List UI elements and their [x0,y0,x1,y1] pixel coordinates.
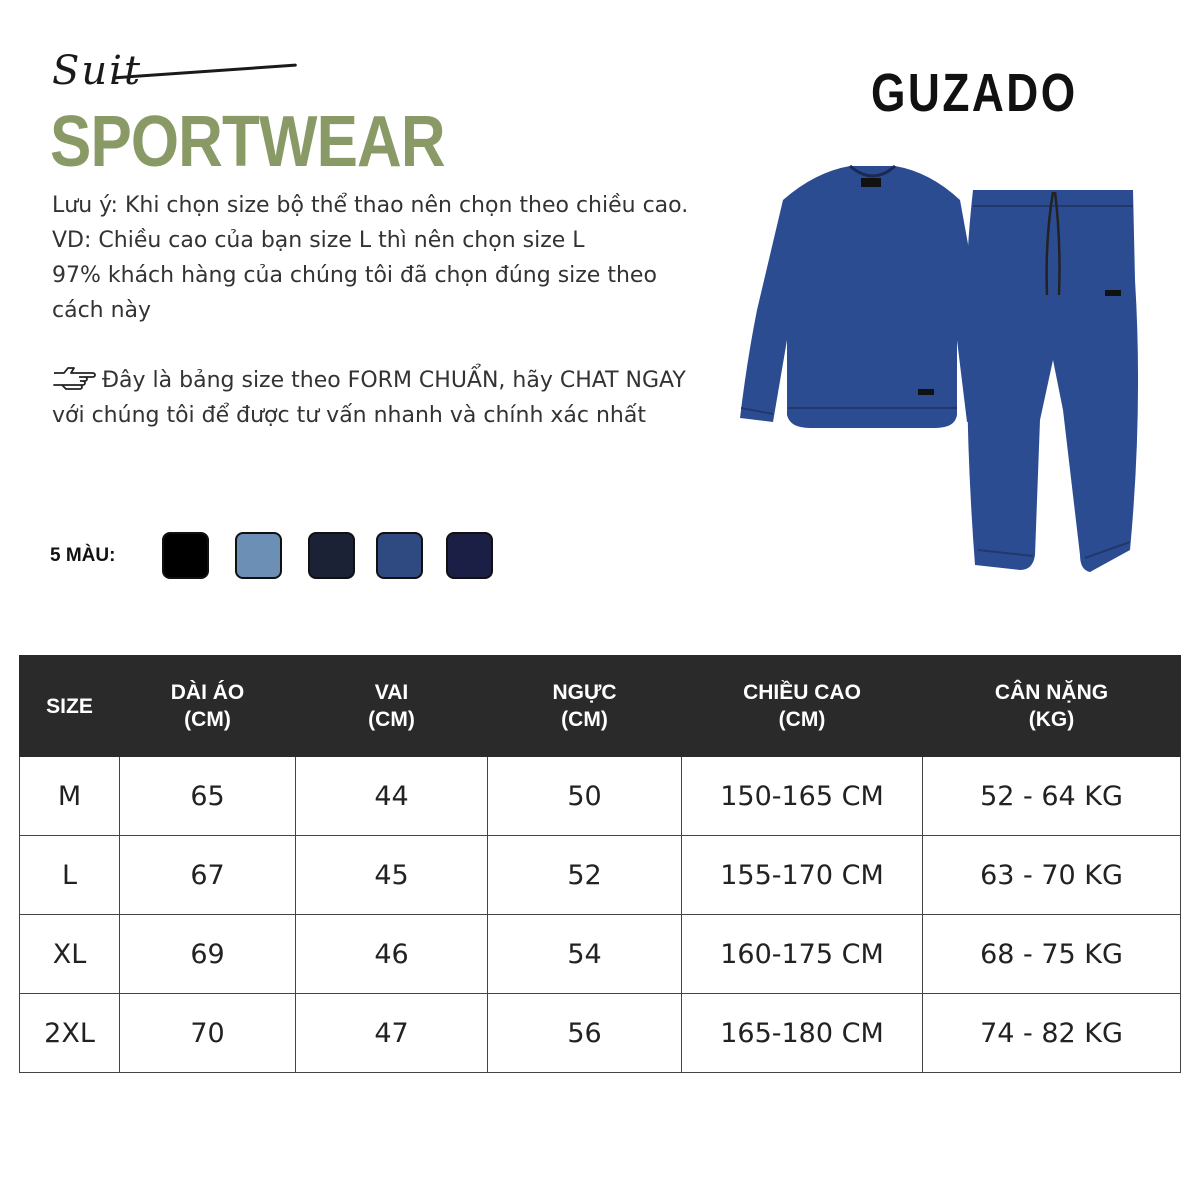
color-swatch-blue[interactable] [376,532,423,579]
column-header [296,656,488,757]
note-line-3: 97% khách hàng của chúng tôi đã chọn đúng size theo cách này [52,263,657,323]
size-note [52,188,702,433]
note-advice [52,363,702,433]
column-header [923,656,1181,757]
table-cell: 150-165 CM [682,757,923,836]
product-image [735,160,1155,580]
table-cell: 69 [120,915,296,994]
table-cell: M [20,757,120,836]
size-table [19,655,1181,1073]
column-header-label: NGỰC [552,681,617,704]
column-header [682,656,923,757]
table-cell: 47 [296,994,488,1073]
color-swatch-black[interactable] [162,532,209,579]
column-header-unit: (CM) [778,708,826,731]
color-swatch-dark-navy[interactable] [308,532,355,579]
pants-image [966,190,1138,572]
table-cell: 52 [488,836,682,915]
note-advice-text: Đây là bảng size theo FORM CHUẨN, hãy CHAT NGAY với chúng tôi để được tư vấn nhanh và chính xác nhất [52,368,686,428]
table-cell: 67 [120,836,296,915]
table-row [20,915,1181,994]
table-row [20,836,1181,915]
script-title [52,48,142,94]
color-swatch-navy[interactable] [446,532,493,579]
table-cell: 50 [488,757,682,836]
table-row [20,757,1181,836]
column-header-unit: (KG) [1028,708,1075,731]
note-line-2: VD: Chiều cao của bạn size L thì nên chọn size L [52,228,585,253]
column-header-label: SIZE [46,694,93,718]
table-cell: L [20,836,120,915]
note-line-1: Lưu ý: Khi chọn size bộ thể thao nên chọn theo chiều cao. [52,193,689,218]
column-header-unit: (CM) [368,708,415,731]
column-header-unit: (CM) [184,708,231,731]
sweatshirt-image [740,166,993,428]
column-header-label: VAI [374,681,409,704]
brand-logo: GUZADO [871,63,1078,123]
column-header-label: DÀI ÁO [170,681,245,704]
table-cell: 44 [296,757,488,836]
table-cell: 46 [296,915,488,994]
table-cell: 65 [120,757,296,836]
column-header-unit: (CM) [561,708,608,731]
column-header-label: CHIỀU CAO [743,681,861,704]
table-cell: 54 [488,915,682,994]
table-cell: 155-170 CM [682,836,923,915]
table-cell: 68 - 75 KG [923,915,1181,994]
table-cell: XL [20,915,120,994]
table-cell: 45 [296,836,488,915]
table-header-row [20,656,1181,757]
color-swatch-light-blue[interactable] [235,532,282,579]
table-cell: 56 [488,994,682,1073]
column-header [488,656,682,757]
table-cell: 74 - 82 KG [923,994,1181,1073]
column-header [20,656,120,757]
table-cell: 2XL [20,994,120,1073]
script-title-text: Suit [52,48,143,94]
colors-label: 5 MÀU: [50,545,116,566]
table-cell: 52 - 64 KG [923,757,1181,836]
table-cell: 160-175 CM [682,915,923,994]
table-cell: 70 [120,994,296,1073]
column-header-label: CÂN NẶNG [994,681,1109,704]
page-title: SPORTWEAR [50,102,445,182]
pointing-hand-icon [52,365,96,391]
column-header [120,656,296,757]
table-body [20,757,1181,1073]
table-cell: 165-180 CM [682,994,923,1073]
table-row [20,994,1181,1073]
table-cell: 63 - 70 KG [923,836,1181,915]
